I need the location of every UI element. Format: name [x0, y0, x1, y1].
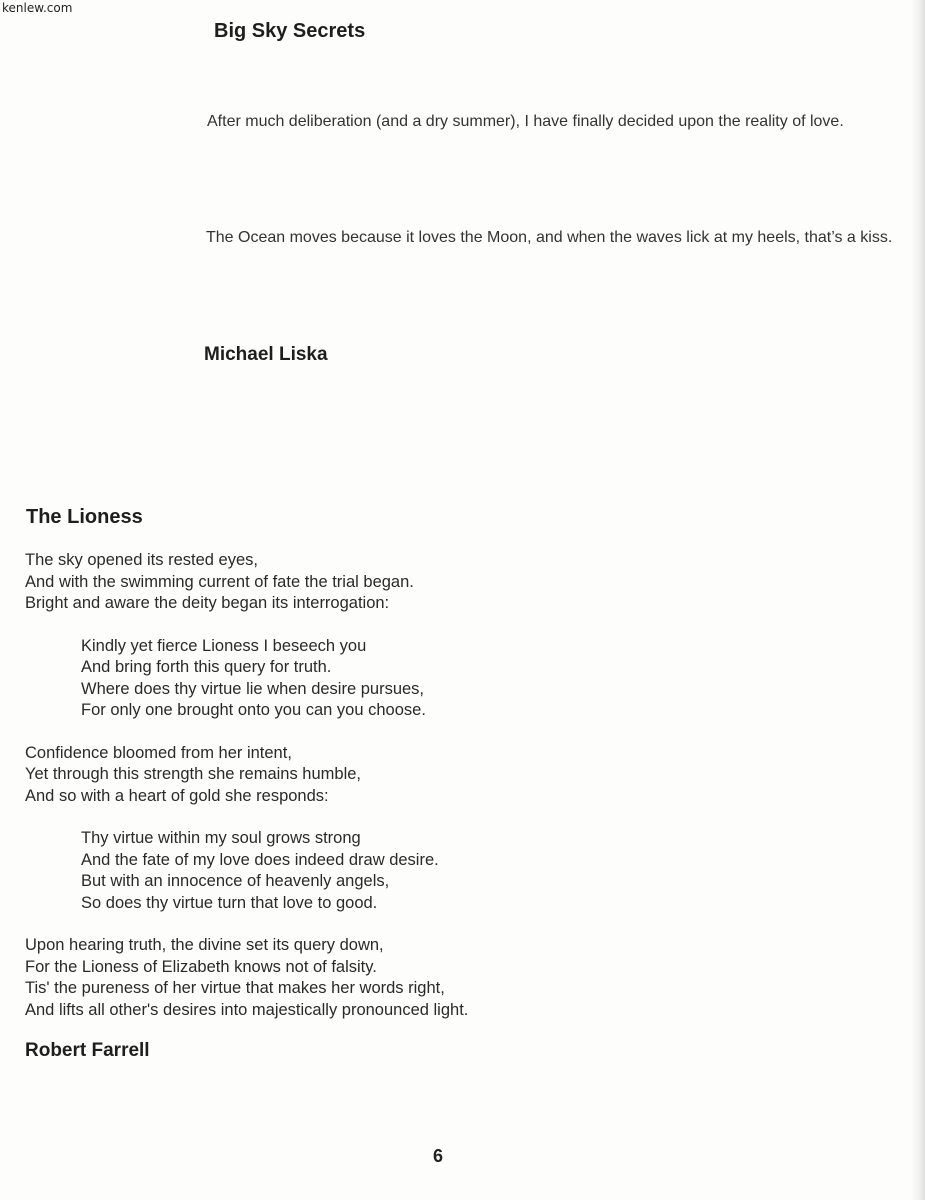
- big-sky-title: Big Sky Secrets: [214, 20, 366, 42]
- page-edge-shadow: [911, 0, 925, 1200]
- big-sky-paragraph-1: After much deliberation (and a dry summer), I have finally decided upon the reality of love.: [207, 113, 844, 130]
- poem-line: Yet through this strength she remains humble,: [25, 765, 362, 783]
- poem-line: Where does thy virtue lie when desire pursues,: [81, 679, 425, 698]
- poem-line: And so with a heart of gold she responds:: [25, 786, 329, 805]
- stanza-2: [25, 636, 468, 722]
- poem-line: Tis' the pureness of her virtue that makes her words right,: [25, 979, 445, 997]
- page-number: 6: [433, 1146, 444, 1166]
- poem-line: And lifts all other's desires into majestically pronounced light.: [25, 1000, 469, 1019]
- lioness-title: The Lioness: [26, 506, 143, 528]
- stanza-4: [25, 828, 468, 914]
- stanza-5: [25, 935, 468, 1021]
- stanza-1: [25, 550, 468, 615]
- poem-line: Upon hearing truth, the divine set its query down,: [25, 936, 384, 954]
- poem-line: So does thy virtue turn that love to good.: [81, 893, 378, 912]
- stanza-3: [25, 743, 468, 808]
- poem-line: For the Lioness of Elizabeth knows not of falsity.: [25, 957, 377, 976]
- poem-line: And bring forth this query for truth.: [81, 658, 332, 676]
- watermark-text: kenlew.com: [2, 1, 73, 15]
- poem-line: Bright and aware the deity began its interrogation:: [25, 594, 390, 612]
- poem-line: Confidence bloomed from her intent,: [25, 743, 292, 762]
- poem-line: Thy virtue within my soul grows strong: [81, 829, 361, 847]
- poem-line: And with the swimming current of fate the trial began.: [25, 572, 414, 591]
- poem-line: But with an innocence of heavenly angels,: [81, 872, 390, 890]
- big-sky-paragraph-2: The Ocean moves because it loves the Moon, and when the waves lick at my heels, that’s a kiss.: [206, 229, 893, 246]
- poem-line: And the fate of my love does indeed draw desire.: [81, 850, 439, 869]
- lioness-author: Robert Farrell: [25, 1040, 150, 1061]
- big-sky-author: Michael Liska: [204, 344, 328, 365]
- poem-line: Kindly yet fierce Lioness I beseech you: [81, 636, 367, 655]
- lioness-poem: [25, 550, 468, 1042]
- poem-line: The sky opened its rested eyes,: [25, 551, 258, 569]
- poem-line: For only one brought onto you can you choose.: [81, 701, 426, 719]
